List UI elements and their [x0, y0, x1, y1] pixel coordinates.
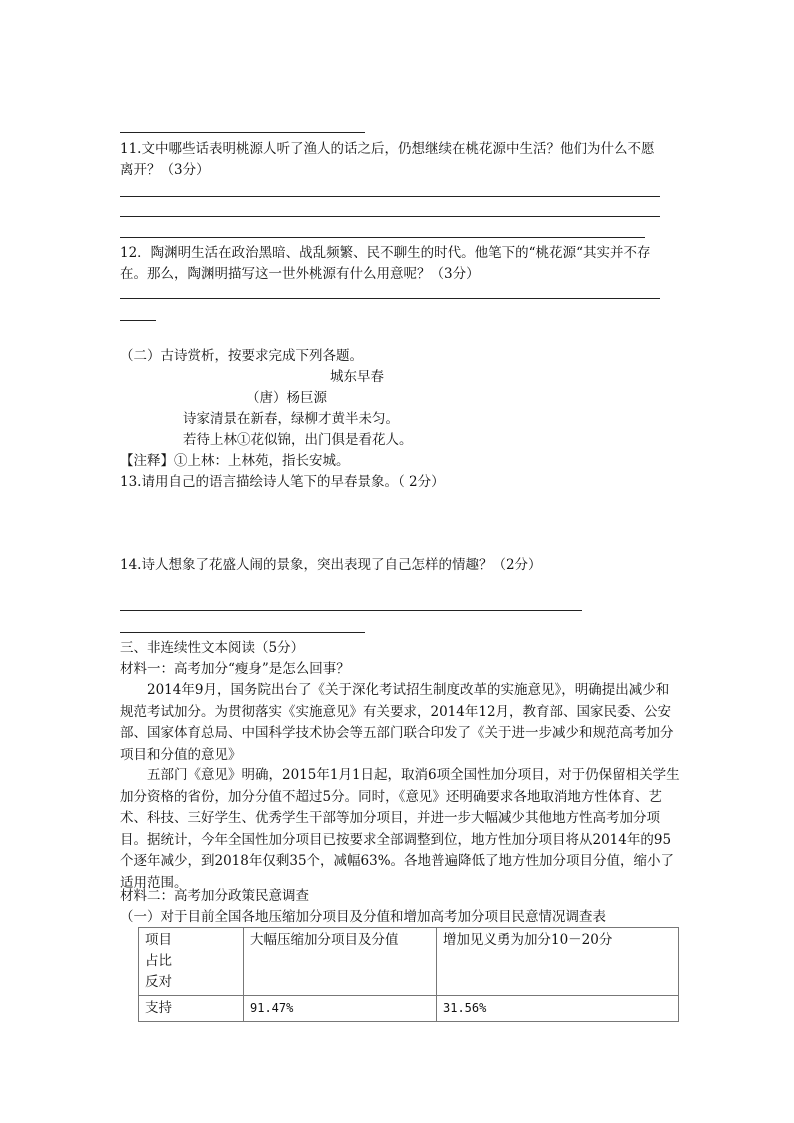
table-caption: （一）对于目前全国各地压缩加分项目及分值和增加高考加分项目民意情况调查表 — [120, 909, 606, 925]
table-header-col1: 大幅压缩加分项目及分值 — [244, 928, 437, 996]
poem-note: 【注释】①上林：上林苑，指长安城。 — [120, 453, 350, 469]
header-label-item: 项目 — [145, 932, 172, 948]
table-header-diagonal-cell — [139, 928, 244, 996]
question-13: 13.请用自己的语言描绘诗人笔下的早春景象。（ 2分） — [120, 474, 445, 490]
question-12-line1: 12．陶渊明生活在政治黑暗、战乱频繁、民不聊生的时代。他笔下的“桃花源“其实并不存 — [120, 245, 651, 261]
question-11-line1: 11.文中哪些话表明桃源人听了渔人的话之后，仍想继续在桃花源中生活？他们为什么不愿 — [120, 141, 655, 157]
table-header-row — [139, 928, 679, 996]
poem-title: 城东早春 — [330, 369, 384, 385]
poem-line-1: 诗家清景在新春，绿柳才黄半未匀。 — [183, 411, 399, 427]
header-label-oppose: 反对 — [145, 974, 172, 990]
row-label-support: 支持 — [139, 996, 244, 1022]
poem-author: （唐）杨巨源 — [246, 390, 327, 406]
material-1-title: 材料一：高考加分“瘦身”是怎么回事？ — [120, 661, 350, 677]
answer-line — [120, 632, 365, 633]
section-heading-poem: （二）古诗赏析，按要求完成下列各题。 — [120, 348, 363, 364]
survey-table — [138, 927, 679, 1022]
answer-line — [120, 196, 660, 197]
answer-line — [120, 216, 660, 217]
answer-line — [120, 610, 582, 611]
cell-support-compress: 91.47% — [244, 996, 437, 1022]
answer-line — [120, 132, 365, 133]
material-2-title: 材料二：高考加分政策民意调查 — [120, 888, 309, 904]
question-14: 14.诗人想象了花盛人闹的景象，突出表现了自己怎样的情趣？（2分） — [120, 557, 542, 573]
table-header-col2: 增加见义勇为加分10－20分 — [437, 928, 679, 996]
section-heading-3: 三、非连续性文本阅读（5分） — [120, 640, 305, 656]
question-11-line2: 离开？（3分） — [120, 162, 210, 178]
material-1-paragraph-1: 2014年9月，国务院出台了《关于深化考试招生制度改革的实施意见》，明确提出减少和规范考试加分。为贯彻落实《实施意见》有关要求，2014年12月，教育部、国家民委、公安部、国家体育总局、中国科学技术协会等五部门联合印发了《关于进一步减少和规范高考加分项目和分值的意见》 — [120, 682, 674, 763]
cell-support-increase: 31.56% — [437, 996, 679, 1022]
answer-line — [120, 237, 645, 238]
answer-line — [120, 320, 156, 321]
table-row — [139, 996, 679, 1022]
question-12-line2: 在。那么，陶渊明描写这一世外桃源有什么用意呢？（3分） — [120, 266, 480, 282]
answer-line — [120, 298, 660, 299]
poem-line-2: 若待上林①花似锦，出门俱是看花人。 — [183, 432, 413, 448]
header-label-ratio: 占比 — [145, 953, 172, 969]
material-1-paragraph-2: 五部门《意见》明确，2015年1月1日起，取消6项全国性加分项目，对于仍保留相关学生加分资格的省份，加分分值不超过5分。同时，《意见》还明确要求各地取消地方性体育、艺术、科技、三好学生、优秀学生干部等加分项目，并进一步大幅减少其他地方性高考加分项目。据统计，今年全国性加分项目已按要求全部调整到位，地方性加分项目将从2014年的95个逐年减少，到2018年仅剩35个，减幅63%。各地普遍降低了地方性加分项目分值，缩小了适用范围。 — [120, 767, 680, 891]
